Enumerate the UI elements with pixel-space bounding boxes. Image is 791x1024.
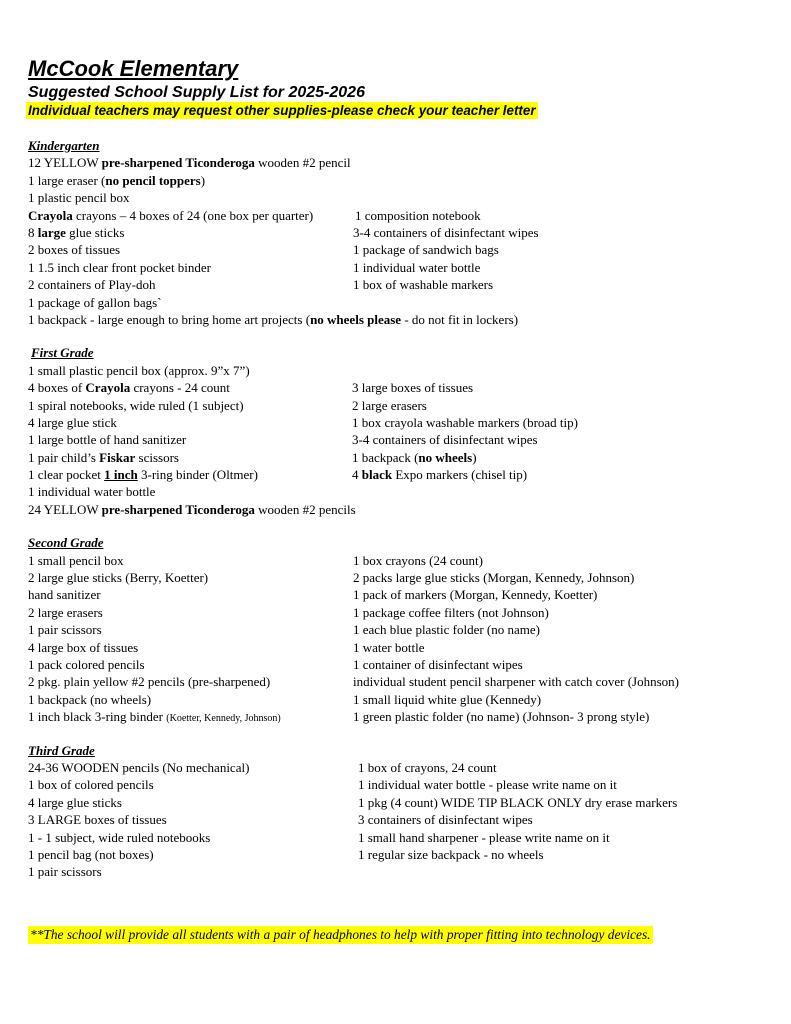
kindergarten-section: [28, 137, 763, 328]
list-item: 1 pack colored pencils 1 container of disinfectant wipes: [28, 656, 523, 672]
list-item: 2 pkg. plain yellow #2 pencils (pre-sharpened) individual student pencil sharpener with catch cover (Johnson): [28, 674, 679, 690]
third-grade-heading: Third Grade: [28, 742, 95, 758]
second-grade-section: [28, 534, 763, 725]
list-item: 4 large glue stick 1 box crayola washable markers (broad tip): [28, 414, 578, 430]
list-item: 1 - 1 subject, wide ruled notebooks 1 small hand sharpener - please write name on it: [28, 829, 610, 845]
teacher-notice: Individual teachers may request other supplies-please check your teacher letter: [28, 103, 536, 118]
headphones-footnote: **The school will provide all students with a pair of headphones to help with proper fitting into technology devices.: [30, 927, 651, 942]
kindergarten-heading: Kindergarten: [28, 138, 100, 153]
supply-list-page: [28, 56, 763, 881]
list-item: 1 small plastic pencil box (approx. 9”x 7”): [28, 362, 250, 378]
list-item: 12 YELLOW pre-sharpened Ticonderoga wooden #2 pencil: [28, 155, 351, 171]
list-item: 1 backpack (no wheels) 1 small liquid white glue (Kennedy): [28, 691, 542, 707]
list-item: 4 boxes of Crayola crayons - 24 count 3 large boxes of tissues: [28, 380, 474, 396]
list-item: 2 containers of Play-doh 1 box of washable markers: [28, 277, 494, 293]
list-item: 1 pencil bag (not boxes) 1 regular size backpack - no wheels: [28, 846, 544, 862]
third-grade-section: [28, 742, 763, 881]
list-item: 1 spiral notebooks, wide ruled (1 subject) 2 large erasers: [28, 397, 427, 413]
list-item: 1 small pencil box 1 box crayons (24 count): [28, 552, 483, 568]
list-item: hand sanitizer 1 pack of markers (Morgan, Kennedy, Koetter): [28, 587, 598, 603]
list-item: 1 1.5 inch clear front pocket binder 1 individual water bottle: [28, 259, 481, 275]
list-item: 4 large box of tissues 1 water bottle: [28, 639, 425, 655]
list-item: 1 package of gallon bags`: [28, 294, 162, 310]
list-item: 2 boxes of tissues 1 package of sandwich bags: [28, 242, 499, 258]
list-item: 3 LARGE boxes of tissues 3 containers of disinfectant wipes: [28, 812, 533, 828]
list-item: 1 pair child’s Fiskar scissors 1 backpack (no wheels): [28, 449, 477, 465]
school-name: McCook Elementary: [28, 56, 239, 81]
list-title: Suggested School Supply List for 2025-2026: [28, 84, 365, 101]
list-item: Crayola crayons – 4 boxes of 24 (one box per quarter) 1 composition notebook: [28, 207, 481, 223]
list-item: 1 plastic pencil box: [28, 190, 130, 206]
first-grade-heading: First Grade: [31, 345, 94, 361]
list-item: 1 large eraser (no pencil toppers): [28, 172, 206, 188]
list-item: 1 inch black 3-ring binder (Koetter, Kennedy, Johnson) 1 green plastic folder (no name) (Johnson- 3 prong style): [28, 709, 650, 725]
list-item: 1 pair scissors 1 each blue plastic folder (no name): [28, 622, 540, 638]
list-item: 8 large glue sticks 3-4 containers of disinfectant wipes: [28, 224, 539, 240]
second-grade-heading: Second Grade: [28, 535, 104, 551]
list-item: 1 backpack - large enough to bring home art projects (no wheels please - do not fit in lockers): [28, 311, 519, 327]
list-item: 1 pair scissors: [28, 864, 102, 880]
first-grade-section: [28, 344, 763, 518]
list-item: 1 individual water bottle: [28, 484, 156, 500]
list-item: 2 large erasers 1 package coffee filters (not Johnson): [28, 604, 549, 620]
list-item: 4 large glue sticks 1 pkg (4 count) WIDE TIP BLACK ONLY dry erase markers: [28, 794, 678, 810]
list-item: 1 large bottle of hand sanitizer 3-4 containers of disinfectant wipes: [28, 432, 538, 448]
list-item: 24-36 WOODEN pencils (No mechanical) 1 box of crayons, 24 count: [28, 759, 497, 775]
list-item: 24 YELLOW pre-sharpened Ticonderoga wooden #2 pencils: [28, 501, 356, 517]
list-item: 2 large glue sticks (Berry, Koetter) 2 packs large glue sticks (Morgan, Kennedy, Johnson): [28, 570, 635, 586]
list-item: 1 clear pocket 1 inch 3-ring binder (Oltmer) 4 black Expo markers (chisel tip): [28, 467, 528, 483]
list-item: 1 box of colored pencils 1 individual water bottle - please write name on it: [28, 777, 617, 793]
